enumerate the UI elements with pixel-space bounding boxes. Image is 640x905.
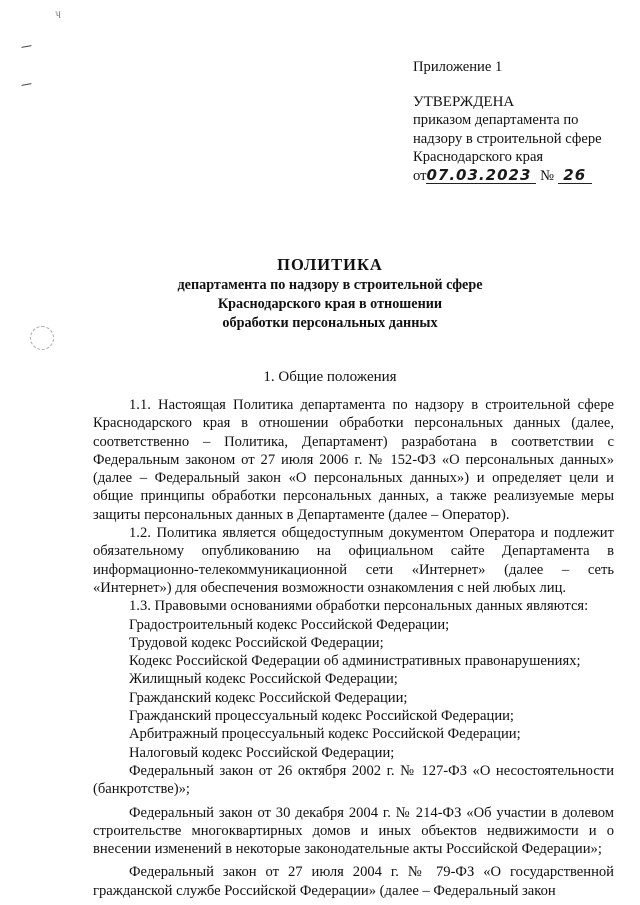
number-prefix: №: [540, 167, 555, 184]
scan-mark: ʮ: [55, 8, 61, 18]
margin-mark: [21, 83, 32, 92]
approval-line: приказом департамента по: [413, 112, 579, 129]
paragraph-1-1: 1.1. Настоящая Политика департамента по надзору в строительной сфере Краснодарского края в отношении обработки персональных данных (далее, соответственно – Политика, Департамент) разработана в соответствии с Федеральным законом от 27 июля 2006 г. № 152-ФЗ «О персональных данных» (далее – Федеральный закон «О персональных данных») и определяет цели и общие принципы обработки персональных данных, а также реализуемые меры защиты персональных данных в Департаменте (далее – Оператор).: [93, 397, 614, 523]
handwritten-date: 07.03.2023: [426, 167, 536, 184]
paragraph-1-3: 1.3. Правовыми основаниями обработки персональных данных являются:: [129, 598, 589, 615]
law-paragraph: Федеральный закон от 30 декабря 2004 г. № 214-ФЗ «Об участии в долевом строительстве многоквартирных домов и иных объектов недвижимости и о внесении изменений в некоторые законодательные акты Российской Федерации»;: [93, 804, 614, 858]
legal-basis-item: Налоговый кодекс Российской Федерации;: [129, 744, 395, 761]
law-paragraph: Федеральный закон от 27 июля 2004 г. № 79-ФЗ «О государственной гражданской службе Российской Федерации» (далее – Федеральный закон: [93, 864, 614, 899]
handwritten-number: 26: [558, 167, 592, 184]
approved-label: УТВЕРЖДЕНА: [413, 93, 515, 110]
title-line: департамента по надзору в строительной сфере: [177, 277, 483, 293]
legal-basis-item: Жилищный кодекс Российской Федерации;: [129, 671, 398, 688]
faint-stamp-mark: [30, 326, 54, 350]
document-body: [93, 396, 614, 900]
law-paragraph: Федеральный закон от 26 октября 2002 г. № 127-ФЗ «О несостоятельности (банкротстве)»;: [93, 762, 614, 798]
appendix-label: Приложение 1: [413, 59, 503, 75]
paragraph-1-2: 1.2. Политика является общедоступным документом Оператора и подлежит обязательному опубликованию на официальном сайте Департамента в информационно-телекоммуникационной сети «Интернет» (далее – сеть «Интернет») для обеспечения возможности ознакомления с ней любых лиц.: [93, 525, 614, 596]
approval-block: [413, 58, 633, 186]
document-title: [100, 254, 560, 333]
legal-basis-item: Гражданский кодекс Российской Федерации;: [129, 689, 408, 706]
section-heading: 1. Общие положения: [263, 369, 397, 385]
legal-basis-item: Трудовой кодекс Российской Федерации;: [129, 634, 384, 651]
margin-mark: [21, 45, 32, 54]
legal-basis-item: Градостроительный кодекс Российской Федерации;: [129, 616, 450, 633]
title-main: ПОЛИТИКА: [277, 255, 383, 274]
order-date-number-line: [413, 167, 633, 186]
title-line: Краснодарского края в отношении: [217, 296, 443, 312]
title-line: обработки персональных данных: [222, 315, 438, 331]
legal-basis-item: Гражданский процессуальный кодекс Российской Федерации;: [129, 708, 514, 725]
approval-line: надзору в строительной сфере: [413, 130, 602, 147]
legal-basis-item: Кодекс Российской Федерации об административных правонарушениях;: [129, 653, 581, 670]
approval-line: Краснодарского края: [413, 149, 544, 166]
legal-basis-item: Арбитражный процессуальный кодекс Российской Федерации;: [129, 726, 521, 743]
date-prefix: от: [413, 167, 427, 184]
